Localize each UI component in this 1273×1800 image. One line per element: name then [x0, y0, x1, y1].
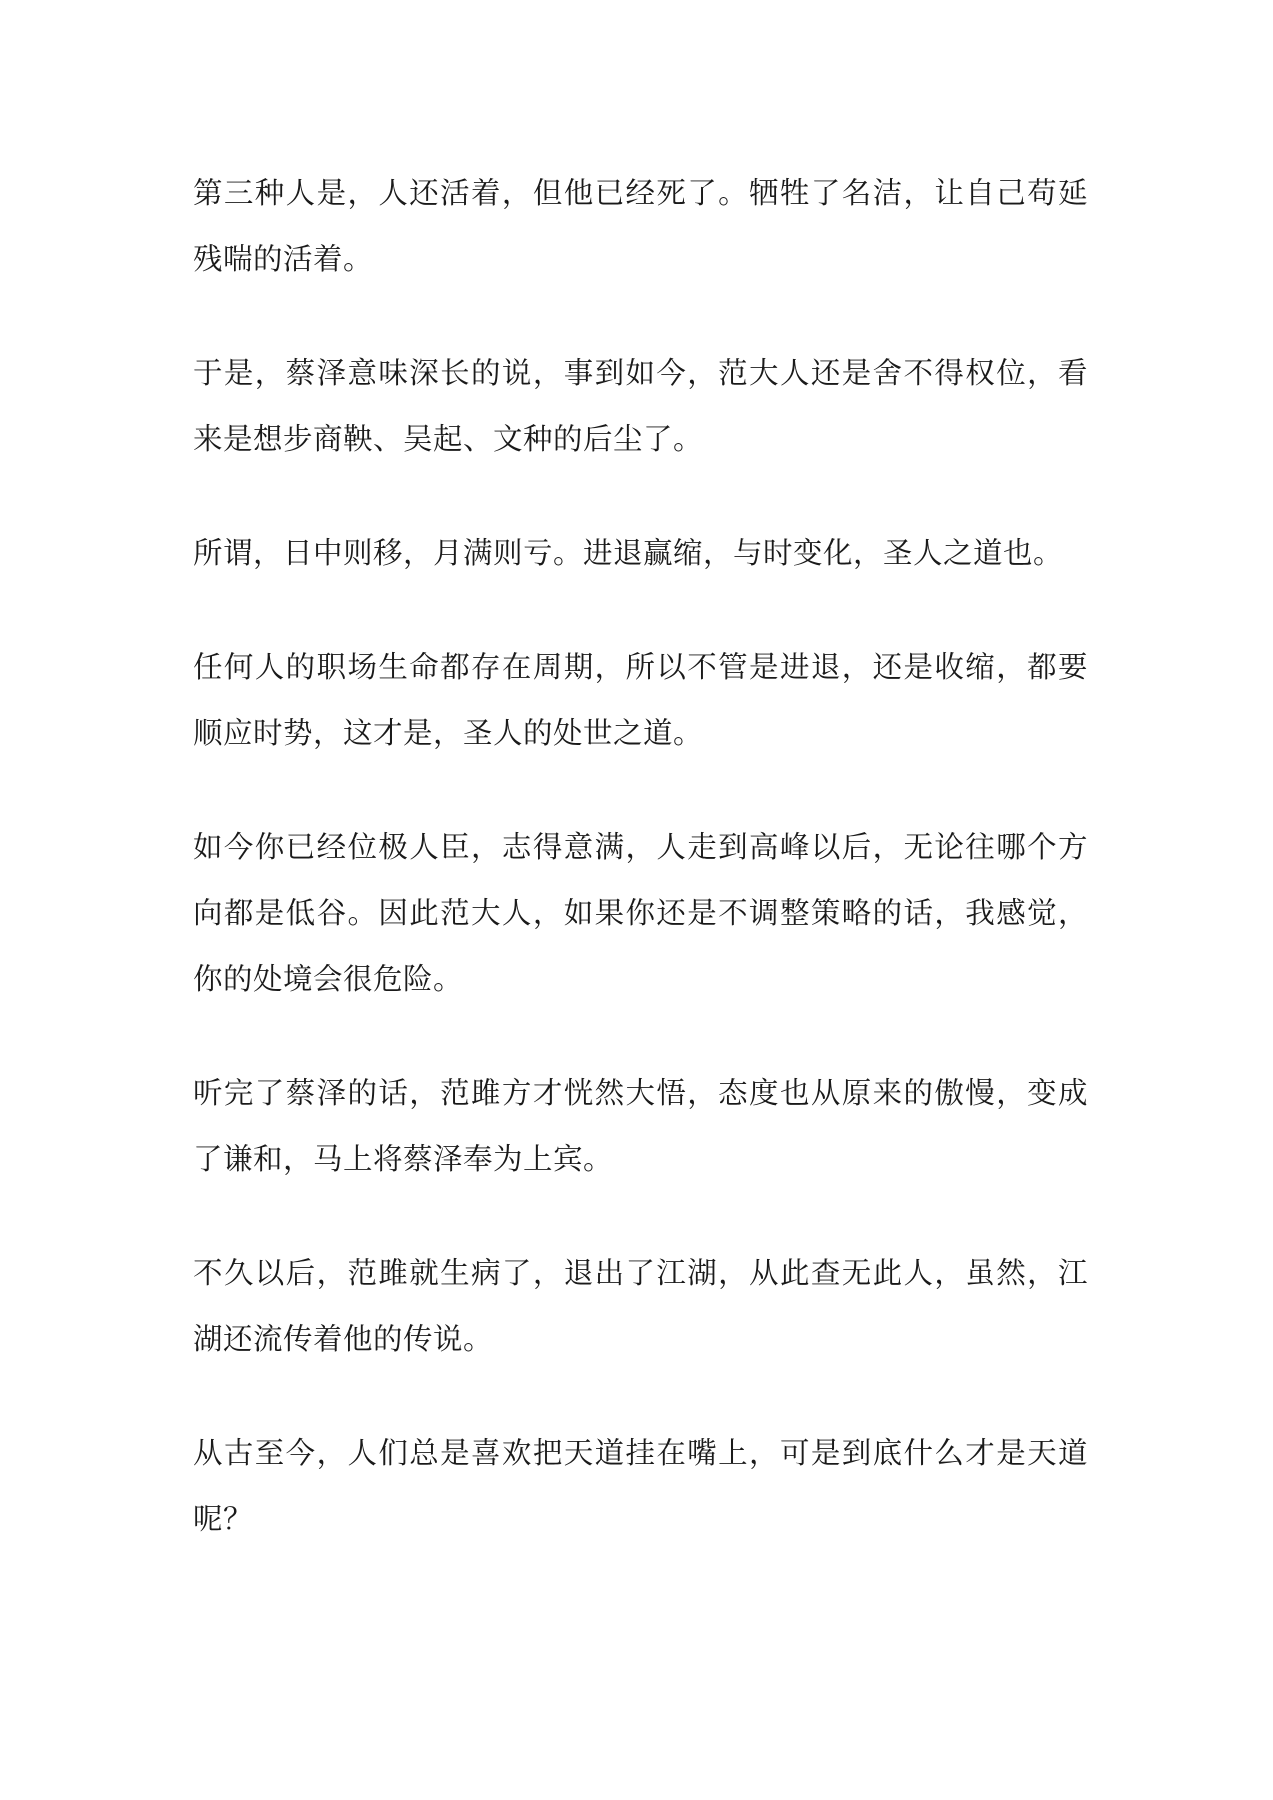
- paragraph: 第三种人是，人还活着，但他已经死了。牺牲了名洁，让自己苟延残喘的活着。: [193, 176, 1088, 276]
- paragraph: 所谓，日中则移，月满则亏。进退赢缩，与时变化，圣人之道也。: [193, 536, 1064, 570]
- document-body: [193, 160, 1088, 1600]
- paragraph: 任何人的职场生命都存在周期，所以不管是进退，还是收缩，都要顺应时势，这才是，圣人的处世之道。: [193, 650, 1088, 750]
- paragraph: 如今你已经位极人臣，志得意满，人走到高峰以后，无论往哪个方向都是低谷。因此范大人，如果你还是不调整策略的话，我感觉，你的处境会很危险。: [193, 830, 1088, 996]
- paragraph: 于是，蔡泽意味深长的说，事到如今，范大人还是舍不得权位，看来是想步商鞅、吴起、文种的后尘了。: [193, 356, 1088, 456]
- paragraph: 不久以后，范雎就生病了，退出了江湖，从此查无此人，虽然，江湖还流传着他的传说。: [193, 1256, 1088, 1356]
- paragraph: 从古至今，人们总是喜欢把天道挂在嘴上，可是到底什么才是天道呢？: [193, 1436, 1088, 1536]
- paragraph: 听完了蔡泽的话，范雎方才恍然大悟，态度也从原来的傲慢，变成了谦和，马上将蔡泽奉为上宾。: [193, 1076, 1088, 1176]
